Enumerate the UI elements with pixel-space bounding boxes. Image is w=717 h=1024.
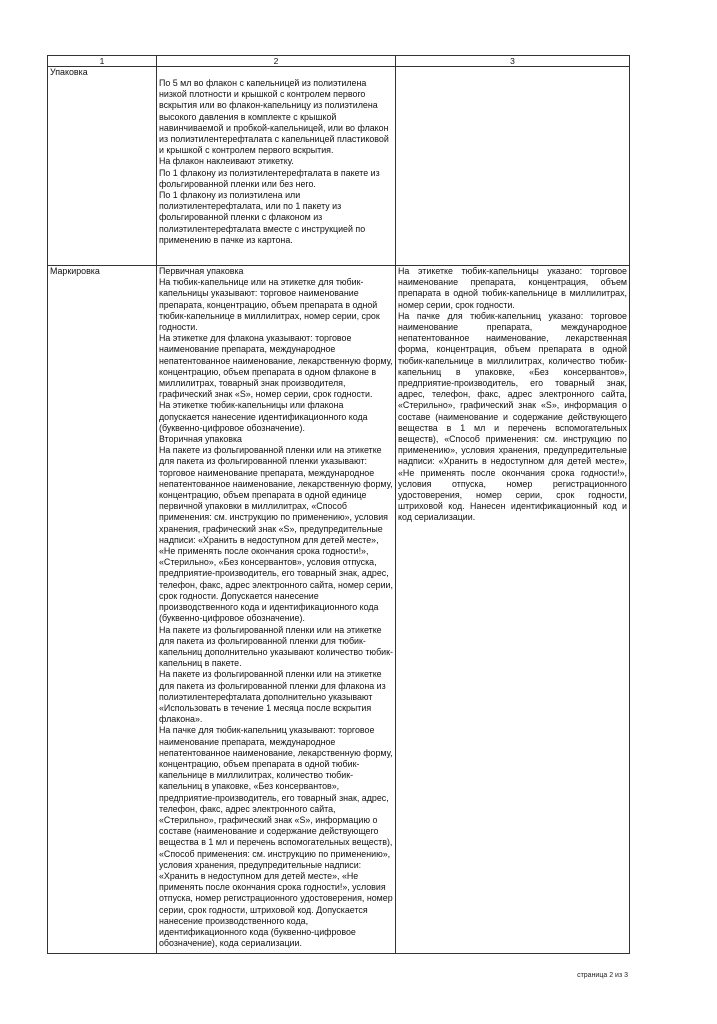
paragraph: На тюбик-капельнице или на этикетке для тюбик-капельницы указывают: торговое наименование препарата, концентрацию, объем препарата в одной тюбик-капельнице в миллилитрах, номер серии, срок годности. xyxy=(159,277,380,333)
paragraph: Вторичная упаковка xyxy=(159,434,242,445)
paragraph: По 1 флакону из полиэтилентерефталата в пакете из фольгированной пленки или без него. xyxy=(159,167,380,189)
packaging-description xyxy=(157,67,396,266)
paragraph: По 5 мл во флакон с капельницей из полиэтилена низкой плотности и крышкой с контролем первого вскрытия или во флакон-капельницу из полиэтилена высокого давления в комплекте с крышкой навинчиваемой и пробкой-капельницей, или во флакон из полиэтилентерефталата с капельницей пластиковой и крышкой с контролем первого вскрытия. xyxy=(159,78,389,156)
row-label: Упаковка xyxy=(48,67,157,266)
paragraph: На пакете из фольгированной пленки или на этикетке для пакета из фольгированной пленки для тюбик-капельниц дополнительно указывают количество тюбик-капельниц в пакете. xyxy=(159,624,393,669)
paragraph: На этикетке для флакона указывают: торговое наименование препарата, международное непатентованное наименование, лекарственную форму, концентрацию, объем препарата в одном флаконе в миллилитрах, товарный знак производителя, графический знак «S», номер серии, срок годности. xyxy=(159,333,393,400)
column-header: 3 xyxy=(396,56,630,67)
paragraph: На этикетке тюбик-капельницы указано: торговое наименование препарата, концентрация, объем препарата в одной тюбик-капельнице в миллилитрах, номер серии, срок годности. xyxy=(398,266,627,310)
paragraph: На пачке для тюбик-капельниц указано: торговое наименование препарата, международное непатентованное наименование, лекарственная форма, концентрация, объем препарата в одной тюбик-капельнице в миллилитрах, количество тюбик-капельниц в упаковке, «Без консервантов», предприятие-производитель, его товарный знак, адрес, телефон, факс, адрес электронного сайта, «Стерильно», графический знак «S», информация о составе (наименование и содержание действующего вещества в 1 мл и перечень вспомогательных веществ), «Способ применения: см. инструкцию по применению», условия хранения, предупредительные надписи: «Хранить в недоступном для детей месте», «Не применять после окончания срока годности!», условия отпуска, номер регистрационного удостоверения, номер серии, срок годности, штриховой код. Нанесен идентификационный код и код сериализации. xyxy=(398,310,627,523)
table-row-packaging xyxy=(48,67,630,266)
paragraph: Первичная упаковка xyxy=(159,266,244,276)
page-number: страница 2 из 3 xyxy=(577,972,628,979)
registration-table xyxy=(47,55,630,954)
column-header: 1 xyxy=(48,56,157,67)
row-label: Маркировка xyxy=(48,266,157,954)
table-row-labeling xyxy=(48,266,630,954)
paragraph: На флакон наклеивают этикетку. xyxy=(159,156,294,167)
paragraph: На пачке для тюбик-капельниц указывают: торговое наименование препарата, международное непатентованное наименование, лекарственную форму, концентрацию, объем препарата в одной тюбик-капельнице в миллилитрах, количество тюбик-капельниц в упаковке, «Без консервантов», предприятие-производитель, его товарный знак, адрес, телефон, факс, адрес электронного сайта, «Стерильно», графический знак «S», информацию о составе (наименование и содержание действующего вещества в 1 мл и перечень вспомогательных веществ), «Способ применения: см. инструкцию по применению», условия хранения, предупредительные надписи: «Хранить в недоступном для детей месте», «Не применять после окончания срока годности!», условия отпуска, номер регистрационного удостоверения, номер серии, срок годности, штриховой код. Допускается нанесение производственного кода, идентификационного кода (буквенно-цифровое обозначение), кода сериализации. xyxy=(159,725,393,949)
paragraph: По 1 флакону из полиэтилена или полиэтилентерефталата, или по 1 пакету из фольгированной пленки с флаконом из полиэтилентерефталата вместе с инструкцией по применению в пачке из картона. xyxy=(159,190,366,245)
paragraph: На этикетке тюбик-капельницы или флакона допускается нанесение идентификационного кода (буквенно-цифровое обозначение). xyxy=(159,400,368,433)
paragraph: На пакете из фольгированной пленки или на этикетке для пакета из фольгированной пленки указывают: торговое наименование препарата, международное непатентованное наименование, лекарственную форму, концентрацию, объем препарата в одной единице первичной упаковки в миллилитрах, «Способ применения: см. инструкцию по применению», условия хранения, графический знак «S», предупредительные надписи: «Хранить в недоступном для детей месте», «Не применять после окончания срока годности!», «Стерильно», «Без консервантов», условия отпуска, предприятие-производитель, его товарный знак, адрес, телефон, факс, адрес электронного сайта, номер серии, срок годности. Допускается нанесение производственного кода и идентификационного кода (буквенно-цифровое обозначение). xyxy=(159,445,393,624)
column-header: 2 xyxy=(157,56,396,67)
labeling-description xyxy=(157,266,396,954)
paragraph: На пакете из фольгированной пленки или на этикетке для пакета из фольгированной пленки для флакона из полиэтилентерефталата дополнительно указывают «Использовать в течение 1 месяца после вскрытия флакона». xyxy=(159,669,386,725)
table-header-row xyxy=(48,56,630,67)
packaging-notes-empty xyxy=(396,67,630,266)
labeling-actual xyxy=(396,266,630,954)
